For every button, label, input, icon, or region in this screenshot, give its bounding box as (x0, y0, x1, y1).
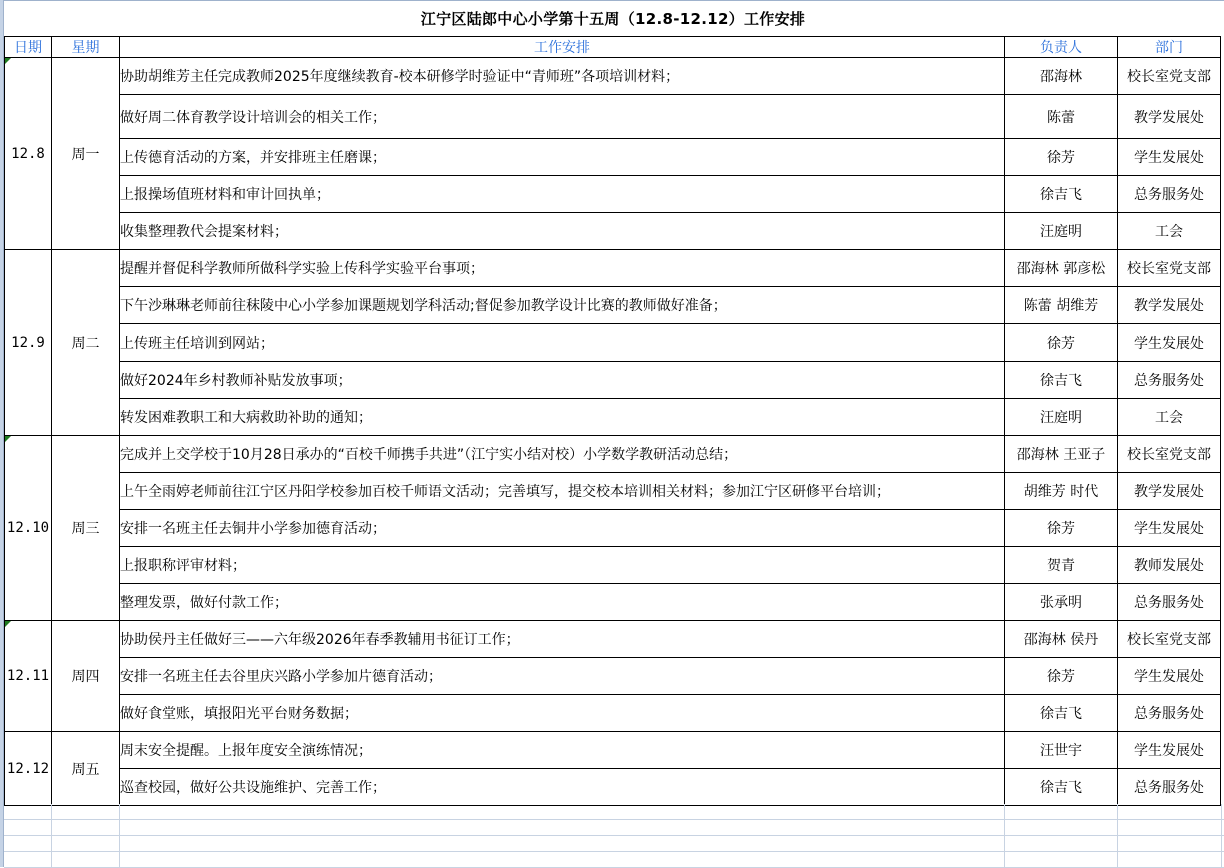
table-row (5, 176, 1221, 213)
dept-cell[interactable]: 教师发展处 (1118, 547, 1221, 584)
person-cell[interactable]: 徐吉飞 (1005, 362, 1118, 399)
dept-cell[interactable]: 校长室党支部 (1118, 58, 1221, 95)
table-row (5, 769, 1221, 806)
person-cell[interactable]: 邵海林 郭彦松 (1005, 250, 1118, 287)
weekday-cell[interactable]: 周二 (52, 250, 120, 436)
table-row (5, 324, 1221, 362)
task-cell[interactable]: 下午沙琳琳老师前往秣陵中心小学参加课题规划学科活动;督促参加教学设计比赛的教师做好准备； (120, 287, 1005, 324)
header-task[interactable]: 工作安排 (120, 37, 1005, 58)
dept-cell[interactable]: 总务服务处 (1118, 176, 1221, 213)
empty-row[interactable] (4, 820, 1224, 836)
gridline (51, 804, 52, 867)
date-label: 12.10 (6, 520, 50, 536)
dept-cell[interactable]: 教学发展处 (1118, 473, 1221, 510)
person-cell[interactable]: 汪庭明 (1005, 399, 1118, 436)
table-row (5, 658, 1221, 695)
table-row (5, 250, 1221, 287)
dept-cell[interactable]: 学生发展处 (1118, 324, 1221, 362)
person-cell[interactable]: 贺青 (1005, 547, 1118, 584)
date-label: 12.9 (11, 334, 45, 351)
task-cell[interactable]: 安排一名班主任去铜井小学参加德育活动； (120, 510, 1005, 547)
gridline (1221, 804, 1222, 867)
dept-cell[interactable]: 总务服务处 (1118, 769, 1221, 806)
task-cell[interactable]: 做好食堂账，填报阳光平台财务数据； (120, 695, 1005, 732)
comment-indicator-icon (5, 436, 11, 442)
dept-cell[interactable]: 总务服务处 (1118, 362, 1221, 399)
table-row (5, 362, 1221, 399)
dept-cell[interactable]: 学生发展处 (1118, 510, 1221, 547)
header-dept[interactable]: 部门 (1118, 37, 1221, 58)
date-cell[interactable] (5, 436, 52, 621)
table-row (5, 213, 1221, 250)
dept-cell[interactable]: 学生发展处 (1118, 139, 1221, 176)
task-cell[interactable]: 收集整理教代会提案材料； (120, 213, 1005, 250)
person-cell[interactable]: 汪庭明 (1005, 213, 1118, 250)
header-person[interactable]: 负责人 (1005, 37, 1118, 58)
task-cell[interactable]: 整理发票，做好付款工作； (120, 584, 1005, 621)
task-cell[interactable]: 上午全雨婷老师前往江宁区丹阳学校参加百校千师语文活动；完善填写，提交校本培训相关材料；参加江宁区研修平台培训； (120, 473, 1005, 510)
task-cell[interactable]: 转发困难教职工和大病救助补助的通知； (120, 399, 1005, 436)
person-cell[interactable]: 徐芳 (1005, 658, 1118, 695)
weekday-cell[interactable]: 周一 (52, 58, 120, 250)
weekday-cell[interactable]: 周五 (52, 732, 120, 806)
table-row (5, 621, 1221, 658)
task-cell[interactable]: 完成并上交学校于10月28日承办的“百校千师携手共进”（江宁实小结对校）小学数学教研活动总结； (120, 436, 1005, 473)
task-cell[interactable]: 上报职称评审材料； (120, 547, 1005, 584)
comment-indicator-icon (5, 58, 11, 64)
table-row (5, 95, 1221, 139)
header-day[interactable]: 星期 (52, 37, 120, 58)
table-row (5, 510, 1221, 547)
header-row (5, 37, 1221, 58)
task-cell[interactable]: 上传班主任培训到网站； (120, 324, 1005, 362)
sheet-title[interactable]: 江宁区陆郎中心小学第十五周（12.8-12.12）工作安排 (420, 10, 806, 28)
date-cell[interactable] (5, 621, 52, 732)
task-cell[interactable]: 巡查校园，做好公共设施维护、完善工作； (120, 769, 1005, 806)
date-cell[interactable] (5, 250, 52, 436)
empty-grid-rows (4, 804, 1224, 868)
date-cell[interactable] (5, 58, 52, 250)
dept-cell[interactable]: 总务服务处 (1118, 695, 1221, 732)
table-row (5, 732, 1221, 769)
task-cell[interactable]: 上传德育活动的方案，并安排班主任磨课； (120, 139, 1005, 176)
gridline (119, 804, 120, 867)
table-row (5, 473, 1221, 510)
person-cell[interactable]: 徐吉飞 (1005, 176, 1118, 213)
table-row (5, 436, 1221, 473)
table-row (5, 139, 1221, 176)
weekday-cell[interactable]: 周三 (52, 436, 120, 621)
header-date[interactable]: 日期 (5, 37, 52, 58)
empty-row[interactable] (4, 804, 1224, 820)
person-cell[interactable]: 邵海林 侯丹 (1005, 621, 1118, 658)
schedule-table (4, 36, 1221, 806)
person-cell[interactable]: 邵海林 王亚子 (1005, 436, 1118, 473)
comment-indicator-icon (5, 621, 11, 627)
table-row (5, 695, 1221, 732)
table-row (5, 287, 1221, 324)
person-cell[interactable]: 胡维芳 时代 (1005, 473, 1118, 510)
person-cell[interactable]: 徐吉飞 (1005, 769, 1118, 806)
table-row (5, 584, 1221, 621)
task-cell[interactable]: 协助胡维芳主任完成教师2025年度继续教育-校本研修学时验证中“青师班”各项培训材料； (120, 58, 1005, 95)
task-cell[interactable]: 安排一名班主任去谷里庆兴路小学参加片德育活动； (120, 658, 1005, 695)
dept-cell[interactable]: 工会 (1118, 399, 1221, 436)
task-cell[interactable]: 上报操场值班材料和审计回执单； (120, 176, 1005, 213)
table-row (5, 399, 1221, 436)
gridline (1117, 804, 1118, 867)
person-cell[interactable]: 徐吉飞 (1005, 695, 1118, 732)
dept-cell[interactable]: 校长室党支部 (1118, 250, 1221, 287)
gridline (1004, 804, 1005, 867)
person-cell[interactable]: 徐芳 (1005, 324, 1118, 362)
dept-cell[interactable]: 校长室党支部 (1118, 436, 1221, 473)
date-label: 12.8 (11, 145, 45, 162)
task-cell[interactable]: 周末安全提醒。上报年度安全演练情况； (120, 732, 1005, 769)
person-cell[interactable]: 汪世宇 (1005, 732, 1118, 769)
task-cell[interactable]: 做好2024年乡村教师补贴发放事项； (120, 362, 1005, 399)
dept-cell[interactable]: 学生发展处 (1118, 658, 1221, 695)
dept-cell[interactable]: 学生发展处 (1118, 732, 1221, 769)
dept-cell[interactable]: 教学发展处 (1118, 287, 1221, 324)
person-cell[interactable]: 邵海林 (1005, 58, 1118, 95)
dept-cell[interactable]: 总务服务处 (1118, 584, 1221, 621)
person-cell[interactable]: 徐芳 (1005, 510, 1118, 547)
empty-row[interactable] (4, 852, 1224, 868)
person-cell[interactable]: 张承明 (1005, 584, 1118, 621)
date-label: 12.12 (6, 760, 50, 777)
weekday-cell[interactable]: 周四 (52, 621, 120, 732)
person-cell[interactable]: 徐芳 (1005, 139, 1118, 176)
empty-row[interactable] (4, 836, 1224, 852)
dept-cell[interactable]: 校长室党支部 (1118, 621, 1221, 658)
task-cell[interactable]: 协助侯丹主任做好三——六年级2026年春季教辅用书征订工作； (120, 621, 1005, 658)
person-cell[interactable]: 陈蕾 (1005, 95, 1118, 139)
table-row (5, 547, 1221, 584)
task-cell[interactable]: 提醒并督促科学教师所做科学实验上传科学实验平台事项； (120, 250, 1005, 287)
dept-cell[interactable]: 工会 (1118, 213, 1221, 250)
task-cell[interactable]: 做好周二体育教学设计培训会的相关工作； (120, 95, 1005, 139)
date-label: 12.11 (6, 668, 50, 684)
dept-cell[interactable]: 教学发展处 (1118, 95, 1221, 139)
date-cell[interactable] (5, 732, 52, 806)
table-row (5, 58, 1221, 95)
person-cell[interactable]: 陈蕾 胡维芳 (1005, 287, 1118, 324)
